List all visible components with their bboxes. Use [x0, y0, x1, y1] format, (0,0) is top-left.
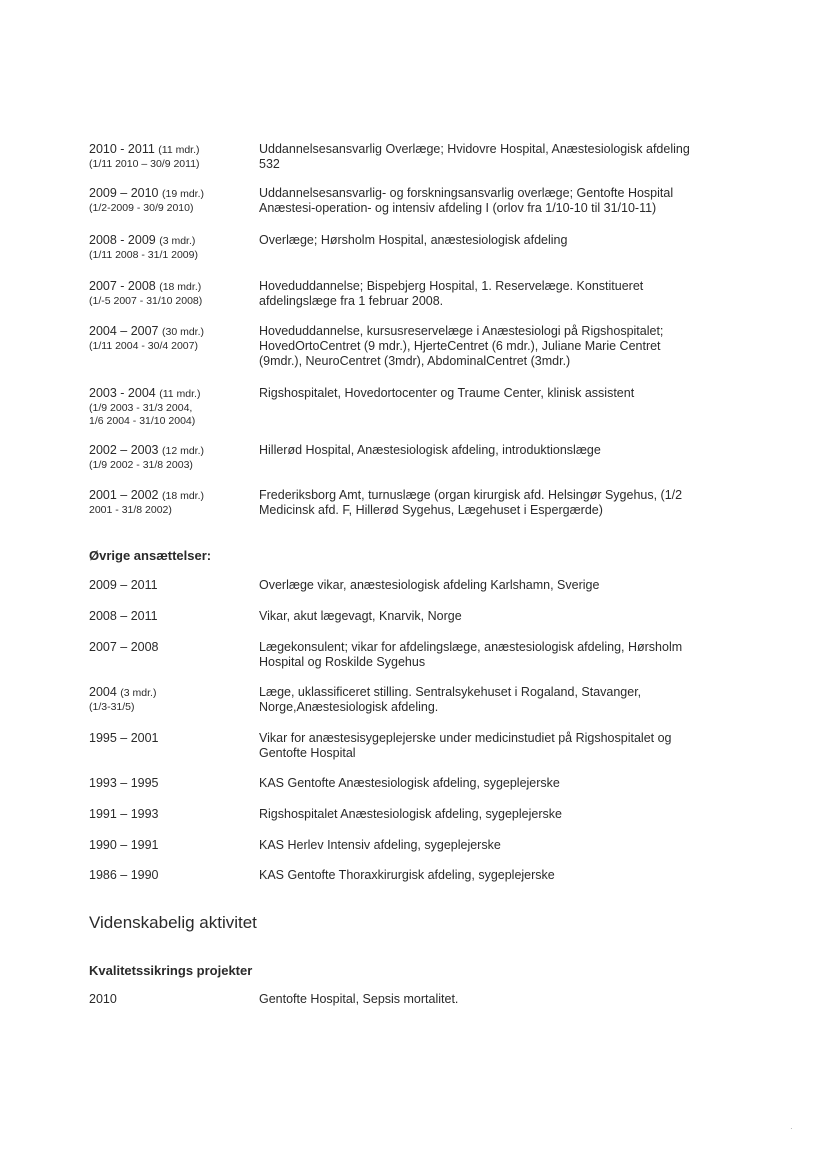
- entry-date: [89, 324, 254, 353]
- entry-description: [259, 731, 729, 761]
- entry-description: [259, 685, 729, 715]
- entry-description: [259, 443, 729, 458]
- entry-description-line: Gentofte Hospital: [259, 746, 356, 760]
- entry-years: 2009 – 2010: [89, 186, 159, 200]
- entry-date: [89, 386, 254, 428]
- entry-years: 1986 – 1990: [89, 868, 159, 882]
- entry-description-line: Hoveduddannelse, kursusreservelæge i Anæstesiologi på Rigshospitalet;: [259, 324, 664, 338]
- entry-description: [259, 992, 729, 1007]
- entry-description: [259, 233, 729, 248]
- entry-description: [259, 324, 729, 369]
- entry-years: 2007 – 2008: [89, 640, 159, 654]
- entry-description-line: Læge, uklassificeret stilling. Sentralsykehuset i Rogaland, Stavanger,: [259, 685, 642, 699]
- entry-date: [89, 233, 254, 262]
- entry-period: (1/11 2010 – 30/9 2011): [89, 158, 200, 170]
- entry-years: 2010 - 2011: [89, 142, 155, 156]
- other-employment-heading: Øvrige ansættelser:: [89, 548, 212, 563]
- entry-date: [89, 868, 254, 883]
- science-heading: Videnskabelig aktivitet: [89, 913, 257, 932]
- entry-description: [259, 807, 729, 822]
- entry-years: 1991 – 1993: [89, 807, 159, 821]
- entry-period: (1/11 2004 - 30/4 2007): [89, 340, 198, 352]
- entry-description-line: HovedOrtoCentret (9 mdr.), HjerteCentret (6 mdr.), Juliane Marie Centret: [259, 339, 661, 353]
- entry-description-line: 532: [259, 157, 280, 171]
- entry-years: 1990 – 1991: [89, 838, 159, 852]
- entry-description-line: Vikar for anæstesisygeplejerske under medicinstudiet på Rigshospitalet og: [259, 731, 672, 745]
- entry-description-line: Hospital og Roskilde Sygehus: [259, 655, 426, 669]
- entry-years: 2002 – 2003: [89, 443, 159, 457]
- quality-heading: Kvalitetssikrings projekter: [89, 963, 253, 978]
- entry-years: 1995 – 2001: [89, 731, 159, 745]
- entry-description: [259, 578, 729, 593]
- entry-period: (1/9 2002 - 31/8 2003): [89, 459, 193, 471]
- entry-years: 2010: [89, 992, 117, 1006]
- entry-description-line: Lægekonsulent; vikar for afdelingslæge, anæstesiologisk afdeling, Hørsholm: [259, 640, 683, 654]
- entry-description-line: (9mdr.), NeuroCentret (3mdr), AbdominalCentret (3mdr.): [259, 354, 571, 368]
- entry-description-line: Gentofte Hospital, Sepsis mortalitet.: [259, 992, 459, 1006]
- entry-date: [89, 578, 254, 593]
- entry-date: [89, 186, 254, 215]
- entry-period: 2001 - 31/8 2002): [89, 504, 172, 516]
- entry-description: [259, 838, 729, 853]
- entry-date: [89, 443, 254, 472]
- entry-date: [89, 685, 254, 714]
- entry-period: (1/2-2009 - 30/9 2010): [89, 202, 194, 214]
- entry-description: [259, 609, 729, 624]
- entry-date: [89, 609, 254, 624]
- entry-period: 1/6 2004 - 31/10 2004): [89, 415, 196, 427]
- entry-years: 2008 - 2009: [89, 233, 156, 247]
- entry-description-line: afdelingslæge fra 1 februar 2008.: [259, 294, 444, 308]
- entry-description-line: Overlæge; Hørsholm Hospital, anæstesiologisk afdeling: [259, 233, 568, 247]
- entry-duration: (11 mdr.): [158, 144, 200, 156]
- entry-description-line: Anæstesi-operation- og intensiv afdeling I (orlov fra 1/10-10 til 31/10-11): [259, 201, 657, 215]
- entry-description: [259, 186, 729, 216]
- entry-description-line: Vikar, akut lægevagt, Knarvik, Norge: [259, 609, 462, 623]
- entry-duration: (30 mdr.): [162, 326, 205, 338]
- entry-period: (1/-5 2007 - 31/10 2008): [89, 295, 203, 307]
- entry-date: [89, 640, 254, 655]
- entry-description: [259, 640, 729, 670]
- entry-description-line: Norge,Anæstesiologisk afdeling.: [259, 700, 439, 714]
- entry-duration: (18 mdr.): [162, 490, 205, 502]
- entry-description-line: Hoveduddannelse; Bispebjerg Hospital, 1. Reservelæge. Konstitueret: [259, 279, 644, 293]
- entry-years: 2003 - 2004: [89, 386, 156, 400]
- entry-years: 2001 – 2002: [89, 488, 159, 502]
- entry-years: 2009 – 2011: [89, 578, 158, 592]
- entry-description: [259, 386, 729, 401]
- entry-duration: (3 mdr.): [120, 687, 157, 699]
- entry-years: 1993 – 1995: [89, 776, 159, 790]
- entry-years: 2007 - 2008: [89, 279, 156, 293]
- entry-description-line: Rigshospitalet Anæstesiologisk afdeling, sygeplejerske: [259, 807, 562, 821]
- entry-duration: (3 mdr.): [159, 235, 196, 247]
- entry-description-line: KAS Gentofte Thoraxkirurgisk afdeling, sygeplejerske: [259, 868, 555, 882]
- entry-description-line: Medicinsk afd. F, Hillerød Sygehus, Lægehuset i Espergærde): [259, 503, 603, 517]
- entry-date: [89, 807, 254, 822]
- entry-date: [89, 488, 254, 517]
- entry-description-line: Uddannelsesansvarlig Overlæge; Hvidovre Hospital, Anæstesiologisk afdeling: [259, 142, 690, 156]
- entry-description-line: Hillerød Hospital, Anæstesiologisk afdeling, introduktionslæge: [259, 443, 601, 457]
- entry-description-line: Frederiksborg Amt, turnuslæge (organ kirurgisk afd. Helsingør Sygehus, (1/2: [259, 488, 683, 502]
- entry-date: [89, 992, 254, 1007]
- entry-years: 2004 – 2007: [89, 324, 159, 338]
- entry-duration: (18 mdr.): [159, 281, 202, 293]
- entry-date: [89, 838, 254, 853]
- entry-duration: (19 mdr.): [162, 188, 205, 200]
- entry-description: [259, 142, 729, 172]
- entry-description: [259, 488, 729, 518]
- entry-description: [259, 776, 729, 791]
- entry-date: [89, 731, 254, 746]
- entry-description: [259, 279, 729, 309]
- entry-description-line: Uddannelsesansvarlig- og forskningsansvarlig overlæge; Gentofte Hospital: [259, 186, 674, 200]
- entry-duration: (12 mdr.): [162, 445, 205, 457]
- entry-description-line: Rigshospitalet, Hovedortocenter og Traume Center, klinisk assistent: [259, 386, 635, 400]
- page-mark: ·: [790, 1124, 793, 1133]
- entry-years: 2008 – 2011: [89, 609, 158, 623]
- entry-period: (1/11 2008 - 31/1 2009): [89, 249, 198, 261]
- entry-description-line: KAS Gentofte Anæstesiologisk afdeling, sygeplejerske: [259, 776, 560, 790]
- entry-description: [259, 868, 729, 883]
- entry-period: (1/9 2003 - 31/3 2004,: [89, 402, 193, 414]
- entry-date: [89, 279, 254, 308]
- entry-date: [89, 776, 254, 791]
- entry-date: [89, 142, 254, 171]
- entry-description-line: Overlæge vikar, anæstesiologisk afdeling Karlshamn, Sverige: [259, 578, 600, 592]
- entry-years: 2004: [89, 685, 117, 699]
- entry-duration: (11 mdr.): [159, 388, 201, 400]
- entry-description-line: KAS Herlev Intensiv afdeling, sygeplejerske: [259, 838, 501, 852]
- entry-period: (1/3-31/5): [89, 701, 135, 713]
